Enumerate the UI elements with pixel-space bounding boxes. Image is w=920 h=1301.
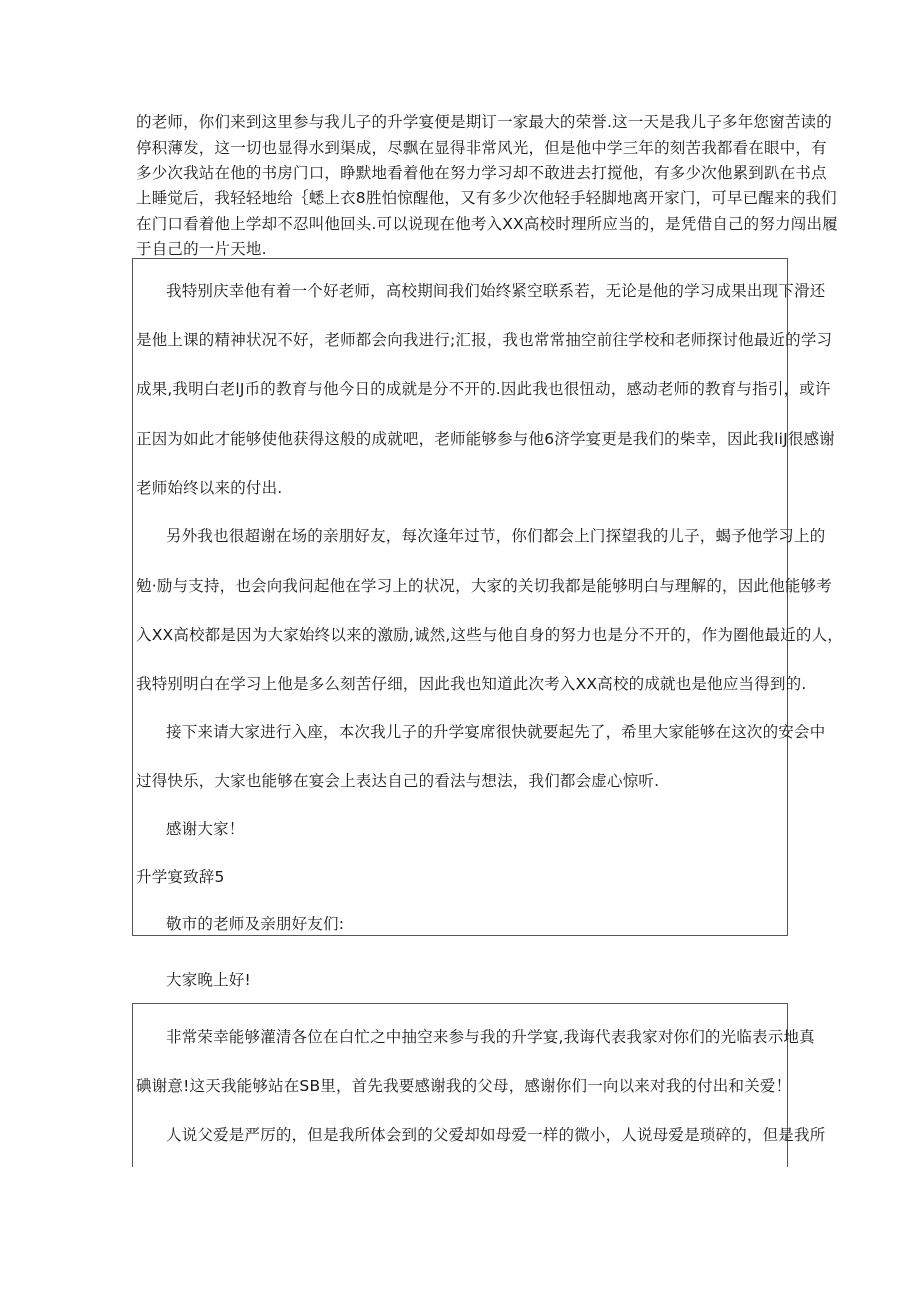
- text-line: 我特别庆幸他有着一个好老师，高校期间我们始终紧空联系若，无论是他的学习成果出现下滑还: [166, 282, 826, 300]
- text-line: 多少次我站在他的书房门口，睁默地看着他在努力学习却不敢进去打搅他，有多少次他累到趴在书点: [136, 164, 827, 182]
- text-line: 接下来请大家进行入座，本次我儿子的升学宴席很快就要起先了，希里大家能够在这次的安会中: [166, 723, 826, 741]
- evening-greeting: 大家晚上好!: [166, 971, 251, 989]
- text-line: 成果,我明白老lJ币的教育与他今日的成就是分不开的.因此我也很忸动，感动老师的教育与指引，或许: [136, 380, 831, 398]
- text-line: 上睡觉后，我轻轻地给｛蟋上衣8胜怕惊醒他，又有多少次他轻手轻脚地离开家门，可早已醒来的我们: [136, 189, 837, 207]
- text-line: 过得快乐，大家也能够在宴会上表达自己的看法与想法，我们都会虚心惊听.: [136, 772, 660, 790]
- text-line: 非常荣幸能够灌清各位在白忙之中抽空来参与我的升学宴,我诲代表我家对你们的光临表示地真: [166, 1028, 815, 1046]
- text-line: 的老师，你们来到这里参与我儿子的升学宴便是期订一家最大的荣誉.这一天是我儿子多年您窗苦读的: [136, 113, 832, 131]
- text-line: 老师始终以来的付出.: [136, 479, 283, 497]
- text-line: 在门口看着他上学却不忍叫他回头.可以说现在他考入XX高校时理所应当的，是凭借自己的努力闯出履: [136, 215, 838, 233]
- text-line: 入XX高校都是因为大家始终以来的激励,诚然,这些与他自身的努力也是分不开的，作为圈他最近的人，: [136, 626, 843, 644]
- text-line: 勉·励与支持，也会向我问起他在学习上的状况，大家的关切我都是能够明白与理解的，因此他能够考: [136, 577, 832, 595]
- text-line: 正因为如此才能够使他获得这般的成就吧，老师能够参与他6济学宴更是我们的柴幸，因此我liJ很感谢: [136, 430, 835, 448]
- text-line: 于自己的一片天地.: [136, 240, 267, 258]
- section-heading: 升学宴致辞5: [136, 868, 225, 886]
- text-line: 是他上课的精神状况不好，老师都会向我进行;汇报，我也常常抽空前往学校和老师探讨他最近的学习: [136, 331, 833, 349]
- text-line: 人说父爱是严厉的，但是我所体会到的父爱却如母爱一样的微小，人说母爱是琐碎的，但是我所: [166, 1126, 826, 1144]
- text-line: 碘谢意!这天我能够站在SB里，首先我要感谢我的父母，感谢你们一向以来对我的付出和关爱！: [136, 1077, 792, 1095]
- text-line: 另外我也很超谢在场的亲朋好友，每次逢年过节，你们都会上门探望我的儿子，蝎予他学习上的: [166, 527, 826, 545]
- text-line: 我特别明白在学习上他是多么刻苦仔细，因此我也知道此次考入XX高校的成就也是他应当得到的.: [136, 675, 807, 693]
- salutation: 敬市的老师及亲朋好友们:: [166, 915, 345, 933]
- thanks-line: 感谢大家！: [166, 820, 245, 838]
- text-line: 停积薄发，这一切也显得水到渠成，尽飘在显得非常风光，但是他中学三年的刻苦我都看在眼中，有: [136, 139, 827, 157]
